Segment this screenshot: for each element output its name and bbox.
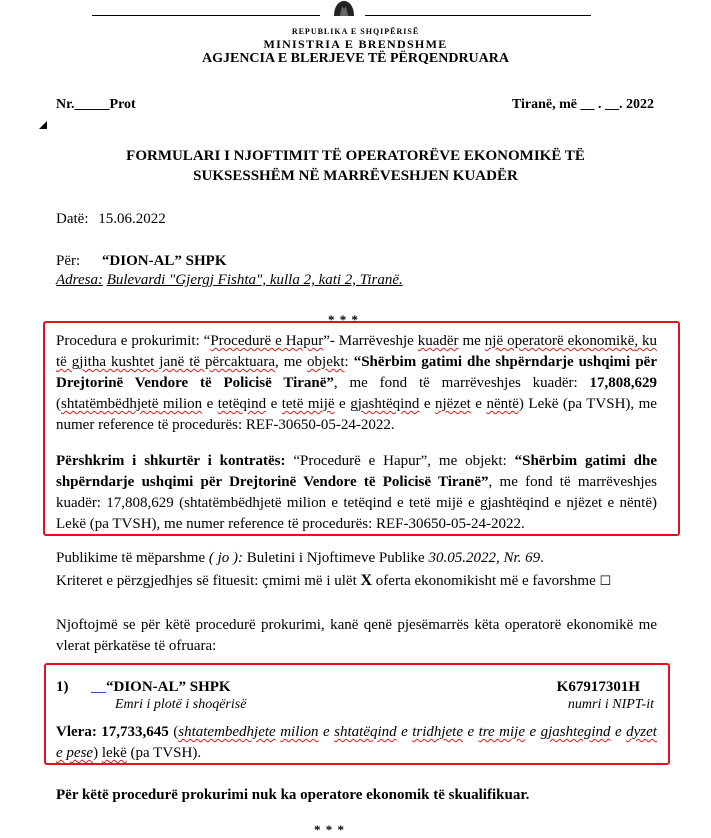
recipient-label: Për:: [56, 253, 81, 269]
operator-index: 1): [56, 679, 69, 695]
header-rule-left: [92, 15, 320, 16]
criteria-label: Kriteret e përzgjedhjes së fituesit: çmimi më i ulët: [56, 573, 361, 589]
operator-value: Vlera: 17,733,645 (shtatembedhjete milion e shtatëqind e tridhjete e tre mije e gjashtegind e dyzet e pese) lekë (pa TVSH).: [56, 724, 657, 761]
form-title-line2: SUKSESSHËM NË MARRËVESHJEN KUADËR: [193, 168, 518, 184]
place-date: Tiranë, më __ . __. 2022: [511, 97, 654, 112]
form-title-line1: FORMULARI I NJOFTIMIT TË OPERATORËVE EKONOMIKË TË: [126, 148, 585, 164]
address-label: Adresa:: [56, 272, 103, 288]
recipient-name: “DION-AL” SHPK: [101, 253, 227, 269]
criteria-selected-mark: X: [360, 572, 373, 589]
operator-value-label: Vlera: 17,733,645: [56, 724, 169, 740]
header-agency: AGJENCIA E BLERJEVE TË PËRQENDRUARA: [201, 51, 509, 66]
date-line: [56, 211, 166, 228]
operator-name-line: [91, 679, 231, 696]
recipient-address: [56, 272, 403, 289]
publications-line: Publikime të mëparshme ( jo ): Buletini i Njoftimeve Publike 30.05.2022, Nr. 69.: [56, 550, 544, 566]
protocol-number: Nr._____Prot: [56, 97, 136, 112]
operator-name-caption: Emri i plotë i shoqërisë: [115, 697, 247, 712]
operator-blank: __: [91, 679, 106, 695]
criteria-option-2: oferta ekonomikisht më e favorshme: [372, 573, 600, 589]
procedure-fund-value: 17,808,629: [589, 375, 657, 391]
operator-nipt-caption: numri i NIPT-it: [567, 697, 654, 712]
procedure-paragraph: Procedura e prokurimit: “Procedurë e Hapur”- Marrëveshje kuadër me një operatorë ekonomikë, ku të gjitha kushtet janë të përcaktuara, me objekt: “Shërbim gatimi dhe shpërndarje ushqimi për Drejtorinë Vendore të Policisë Tiranë”, me fond të marrëveshjes kuadër: 17,808,629 (shtatëmbëdhjetë milion e tetëqind e tetë mijë e gjashtëqind e njëzet e nëntë) Lekë (pa TVSH), me numer reference të procedurës: REF-30650-05-24-2022.: [56, 333, 658, 433]
notice-paragraph: Njoftojmë se për këtë procedurë prokurimi, kanë qenë pjesëmarrës këta operatorë ekonomikë me vlerat përkatëse të ofruara:: [56, 617, 657, 654]
coat-of-arms-emblem: [331, 0, 357, 16]
recipient-line: [56, 253, 227, 270]
criteria-line: [56, 572, 611, 590]
disqualified-statement: Për këtë procedurë prokurimi nuk ka operatore ekonomik të skualifikuar.: [56, 787, 530, 803]
corner-mark-icon: [39, 121, 47, 129]
header-republic: REPUBLIKA E SHQIPËRISË: [291, 27, 420, 36]
summary-paragraph: Përshkrim i shkurtër i kontratës: “Procedurë e Hapur”, me objekt: “Shërbim gatimi dhe shpërndarje ushqimi për Drejtorinë Vendore të Policisë Tiranë”, me fond të marrëveshjes kuadër: 17,808,629 (shtatëmbëdhjetë milion e tetëqind e tetë mijë e gjashtëqind e njëzet e nëntë) Lekë (pa TVSH), me numer reference të procedurës: REF-30650-05-24-2022.: [56, 453, 657, 532]
procedure-object: “Shërbim gatimi dhe shpërndarje ushqimi për Drejtorinë Vendore të Policisë Tiranë”: [56, 354, 657, 391]
date-value: 15.06.2022: [98, 211, 166, 227]
operator-name: “DION-AL” SHPK: [106, 679, 231, 695]
date-label: Datë:: [56, 211, 89, 227]
address-value: Bulevardi "Gjergj Fishta", kulla 2, kati 2, Tiranë.: [106, 272, 403, 288]
header-rule-right: [365, 15, 591, 16]
operator-nipt: K67917301H: [556, 679, 640, 695]
separator-bottom: * * *: [314, 822, 345, 837]
header-ministry: MINISTRIA E BRENDSHME: [263, 37, 448, 51]
separator-top: * * *: [328, 312, 359, 327]
summary-label: Përshkrim i shkurtër i kontratës:: [56, 453, 286, 469]
summary-object: “Shërbim gatimi dhe shpërndarje ushqimi për Drejtorinë Vendore të Policisë Tiranë”: [56, 453, 657, 490]
criteria-checkbox-icon[interactable]: ☐: [599, 574, 612, 589]
